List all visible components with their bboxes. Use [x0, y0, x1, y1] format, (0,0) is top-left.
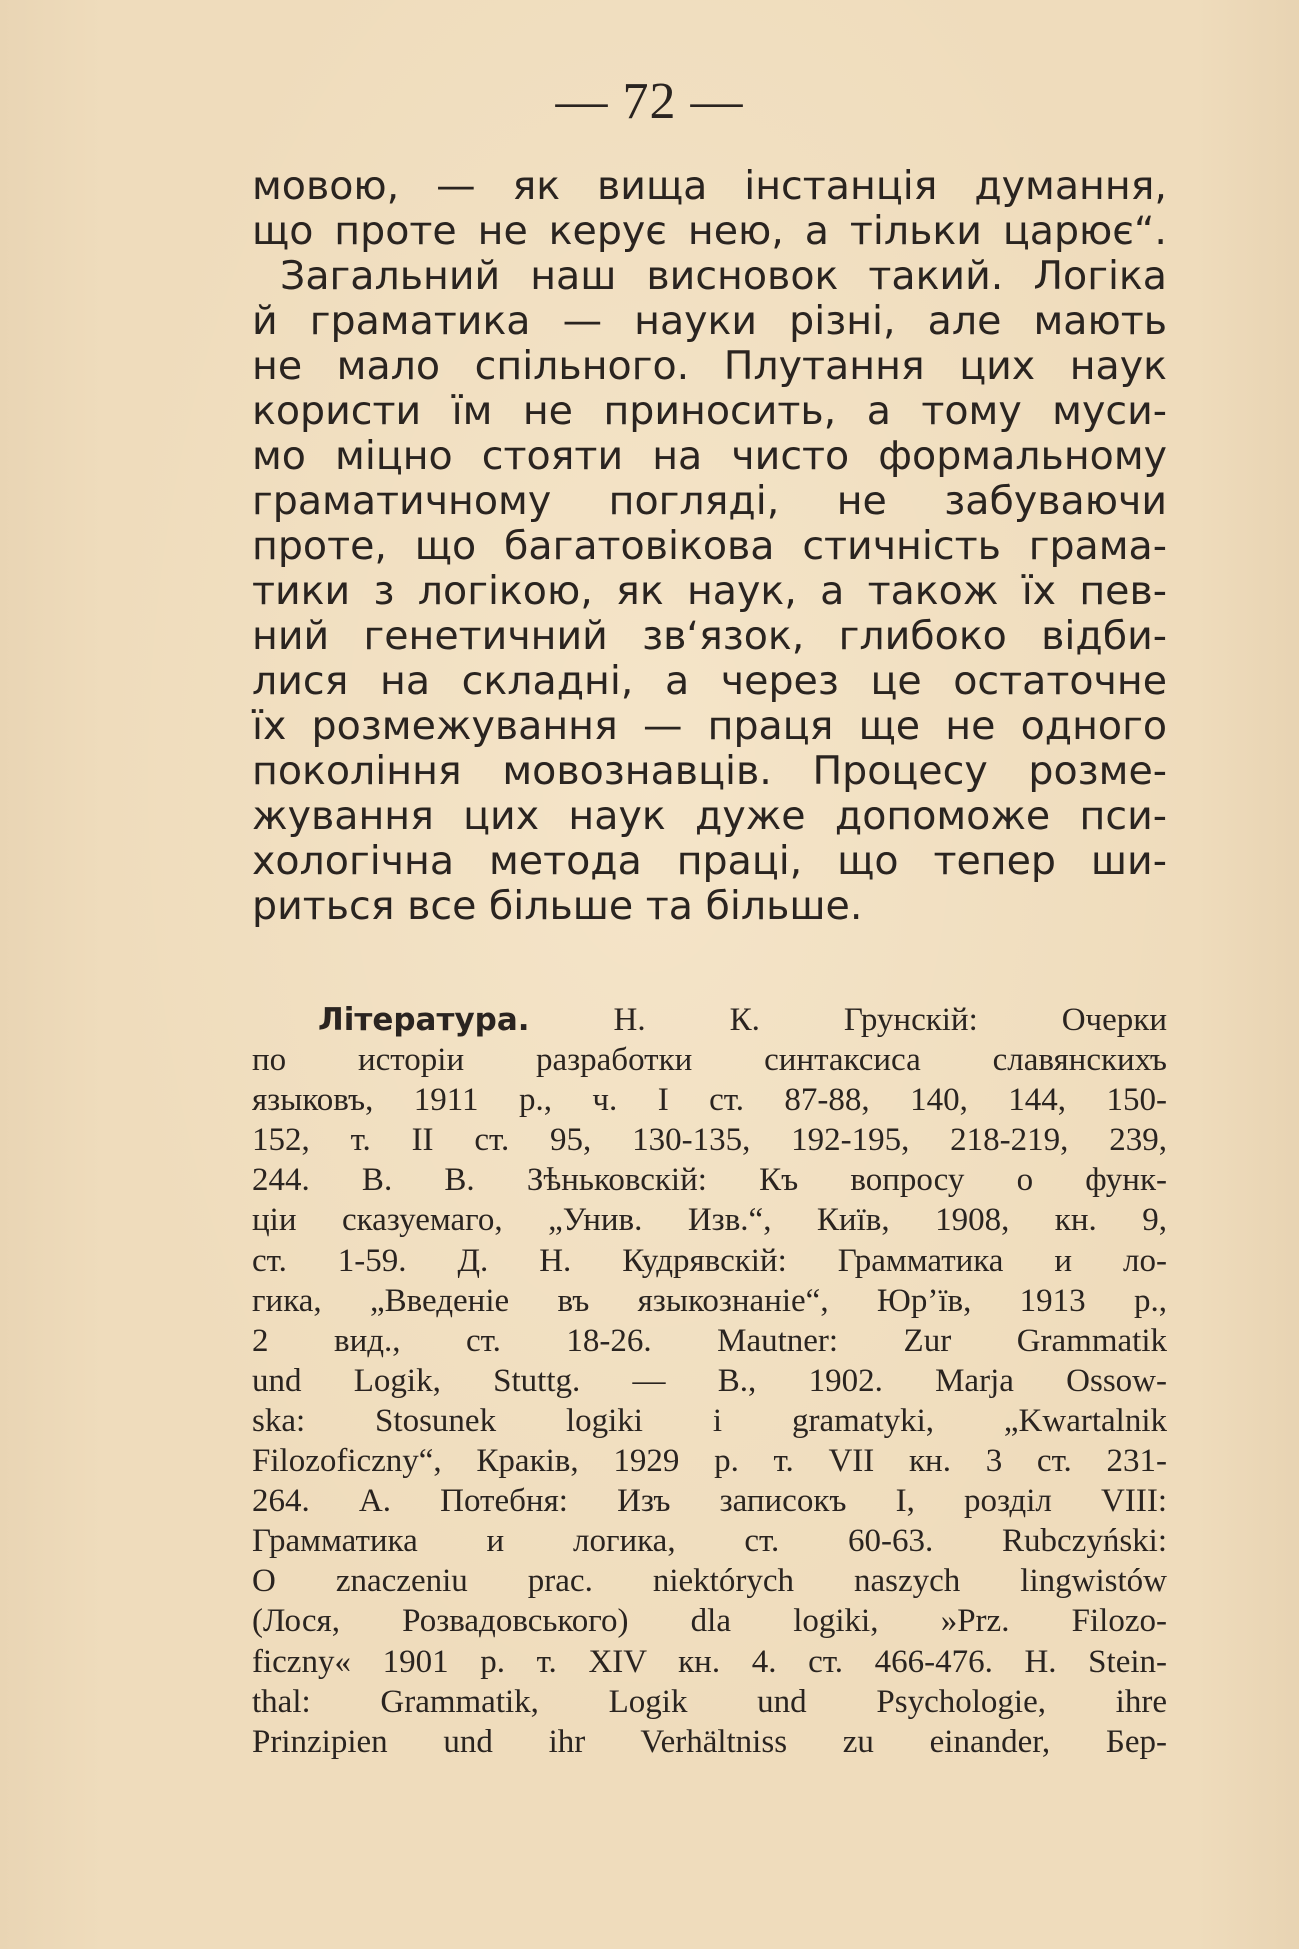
literature-line: ціи сказуемаго, „Унив. Изв.“, Київ, 1908, кн. 9, [252, 1202, 1167, 1239]
literature-line: ska: Stosunek logiki i gramatyki, „Kwartalnik [252, 1402, 1167, 1439]
literature-line: (Лося, Розвадовського) dla logiki, »Prz. Filozo- [252, 1603, 1167, 1640]
literature-line: 264. А. Потебня: Изъ записокъ I, розділ VIII: [252, 1483, 1167, 1520]
page-number: — 72 — [555, 73, 744, 130]
text-line: й граматика — науки різні, але мають [252, 298, 1167, 344]
text-line: тики з логікою, як наук, а також їх пев- [252, 568, 1167, 614]
text-line: граматичному погляді, не забуваючи [252, 478, 1167, 524]
text-line: риться все більше та більше. [252, 883, 863, 929]
text-line: ний генетичний зв‘язок, глибоко відби- [252, 613, 1167, 659]
literature-line: гика, „Введеніе въ языкознаніе“, Юр’їв, 1913 р., [252, 1282, 1167, 1319]
literature-line: Prinzipien und ihr Verhältniss zu einander, Бер- [252, 1723, 1167, 1760]
text-line: не мало спільного. Плутання цих наук [252, 343, 1167, 389]
text-line: мо міцно стояти на чисто формальному [252, 433, 1167, 479]
literature-line: 2 вид., ст. 18-26. Mautner: Zur Grammatik [252, 1322, 1167, 1359]
literature-line: O znaczeniu prac. niektórych naszych lingwistów [252, 1563, 1167, 1600]
literature-line: thal: Grammatik, Logik und Psychologie, ihre [252, 1683, 1167, 1720]
literature-section [252, 1000, 1167, 1762]
text-line: жування цих наук дуже допоможе пси- [252, 793, 1167, 839]
literature-line: und Logik, Stuttg. — B., 1902. Marja Ossow- [252, 1362, 1167, 1399]
text-line: їх розмежування — праця ще не одного [252, 703, 1167, 749]
literature-line: Грамматика и логика, ст. 60-63. Rubczyński: [252, 1523, 1167, 1560]
literature-line: по исторіи разработки синтаксиса славянскихъ [252, 1042, 1167, 1079]
literature-line: ст. 1-59. Д. Н. Кудрявскій: Грамматика и ло- [252, 1242, 1167, 1279]
literature-heading: Література. [318, 1002, 530, 1038]
text-line: Загальний наш висновок такий. Логіка [280, 253, 1167, 299]
main-text [252, 164, 1167, 929]
text-line: що проте не керує нею, а тільки царює“. [252, 208, 1167, 254]
text-line: покоління мовознавців. Процесу розме- [252, 748, 1167, 794]
literature-line: 244. В. В. Зѣньковскій: Къ вопросу о функ- [252, 1162, 1167, 1199]
literature-first-line [252, 1000, 1167, 1040]
literature-text: Н. К. Грунскій: Очерки [613, 1002, 1167, 1038]
literature-line: Filozoficzny“, Краків, 1929 р. т. VII кн. 3 ст. 231- [252, 1443, 1167, 1480]
literature-line: языковъ, 1911 р., ч. I ст. 87-88, 140, 144, 150- [252, 1082, 1167, 1119]
text-line: мовою, — як вища інстанція думання, [252, 163, 1167, 209]
text-line: хологічна метода праці, що тепер ши- [252, 838, 1167, 884]
literature-line: ficzny« 1901 р. т. XIV кн. 4. ст. 466-476. H. Stein- [252, 1643, 1167, 1680]
literature-line: 152, т. II ст. 95, 130-135, 192-195, 218-219, 239, [252, 1122, 1167, 1159]
text-line: проте, що багатовікова стичність грама- [252, 523, 1167, 569]
text-line: лися на складні, а через це остаточне [252, 658, 1167, 704]
text-line: користи їм не приносить, а тому муси- [252, 388, 1167, 434]
